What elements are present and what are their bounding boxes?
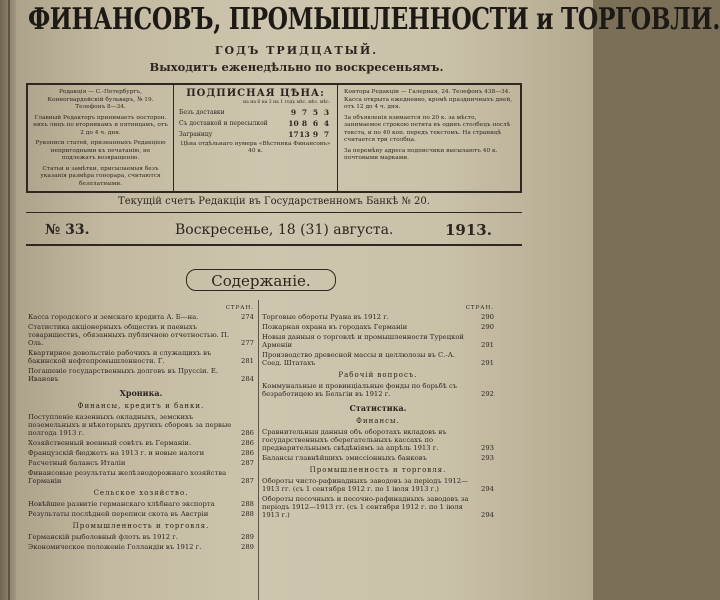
contents-entry bbox=[28, 439, 254, 447]
entry-title: Германскій рыболовный флотъ въ 1912 г. bbox=[28, 533, 178, 541]
entry-title: Обороты чисто-рафинадныхъ заводовъ за періодъ 1912—1913 гг. (съ 1 сентября 1912 г. по 1 іюля 1913 г.) bbox=[262, 477, 468, 493]
price-row bbox=[179, 118, 332, 129]
subsection-heading: Финансы. bbox=[356, 417, 400, 425]
contents-entry bbox=[28, 367, 254, 383]
contents-right-column bbox=[262, 305, 494, 521]
entry-page: 277 bbox=[241, 339, 254, 347]
subsection-heading: Сельское хозяйство. bbox=[93, 489, 189, 497]
office-info bbox=[338, 85, 520, 191]
entry-title: Новыя данныя о торговлѣ и промышленности Турецкой Арменіи bbox=[262, 333, 464, 349]
entry-title: Поступленіе казенныхъ окладныхъ, земскихъ поземельныхъ и нѣкоторыхъ другихъ сборовъ за первые полгода 1913 г. bbox=[28, 413, 232, 437]
entry-page: 288 bbox=[241, 500, 254, 508]
entry-title: Касса городского и земскаго кредита А. Б—на. bbox=[28, 313, 199, 321]
entry-title: Результаты послѣдней переписи скота въ Австріи bbox=[28, 510, 209, 518]
entry-title: Французскій бюджетъ на 1913 г. и новые налоги bbox=[28, 449, 205, 457]
entry-page: 289 bbox=[241, 543, 254, 551]
masthead-title: ФИНАНСОВЪ, ПРОМЫШЛЕННОСТИ и ТОРГОВЛИ. bbox=[28, 2, 720, 37]
issue-number: № 33. bbox=[45, 222, 90, 238]
price-value: 7 bbox=[323, 130, 330, 139]
price-value: 8 bbox=[301, 119, 308, 128]
column-divider bbox=[258, 300, 259, 600]
contents-entry bbox=[28, 349, 254, 365]
price-value: 6 bbox=[312, 119, 319, 128]
entry-page: 291 bbox=[481, 359, 494, 367]
entry-page: 284 bbox=[241, 375, 254, 383]
fee-policy: Статьи и замѣтки, присылаемыя безъ указанія размѣра гонорара, считаются безплатными. bbox=[40, 165, 161, 187]
contents-entry bbox=[28, 543, 254, 551]
price-row-label: Безъ доставки bbox=[179, 109, 225, 116]
entry-title: Погашеніе государственныхъ долговъ въ Пруссіи. Е. Ивановъ bbox=[28, 367, 219, 383]
section-heading: Статистика. bbox=[349, 403, 407, 413]
entry-page: 289 bbox=[241, 533, 254, 541]
page-column-label: СТРАН. bbox=[465, 305, 494, 311]
contents-entry bbox=[28, 313, 254, 321]
contents-entry bbox=[262, 495, 494, 519]
office-address: Контора Редакціи — Галерная, 24. Телефонъ 438—34. Касса открыта ежедневно, кромѣ праздничныхъ дней, отъ 12 до 4 ч. дня. bbox=[344, 89, 513, 110]
spine-line bbox=[8, 0, 10, 600]
contents-entry bbox=[262, 323, 494, 331]
subscription-prices bbox=[174, 85, 338, 191]
publication-schedule: Выходитъ еженедѣльно по воскресеньямъ. bbox=[149, 60, 444, 74]
entry-page: 294 bbox=[481, 511, 494, 519]
subscription-header: на на 6 на 3 на 1 годъ мѣс. мѣс. мѣс. bbox=[243, 100, 330, 105]
contents-entry bbox=[262, 351, 494, 367]
entry-page: 288 bbox=[241, 510, 254, 518]
info-box bbox=[26, 83, 522, 193]
single-issue-price: Цѣна отдѣльнаго нумера «Вѣстника Финансовъ» 40 к. bbox=[180, 141, 331, 154]
entry-page: 294 bbox=[481, 485, 494, 493]
entry-page: 292 bbox=[481, 390, 494, 398]
contents-entry bbox=[262, 454, 494, 462]
contents-entry bbox=[262, 333, 494, 349]
contents-entry bbox=[262, 428, 494, 452]
section-heading: Хроника. bbox=[119, 388, 163, 398]
page-column-label: СТРАН. bbox=[225, 305, 254, 311]
price-row-label: Заграницу bbox=[179, 131, 213, 138]
subsection-heading: Рабочій вопросъ. bbox=[338, 371, 418, 379]
contents-entry bbox=[28, 500, 254, 508]
editorial-info bbox=[28, 85, 174, 191]
entry-title: Пожарная охрана въ городахъ Германіи bbox=[262, 323, 408, 331]
editorial-address: Редакція — С.-Петербургъ, Конногвардейскій бульваръ, № 19. Телефонъ 8—34. bbox=[47, 89, 154, 110]
binding-spine bbox=[0, 0, 16, 600]
entry-title: Квартирное довольствіе рабочихъ и служащихъ въ бакинской нефтепромышленности. Г. bbox=[28, 349, 212, 365]
price-value: 9 bbox=[290, 108, 297, 117]
subsection-heading: Финансы, кредитъ и банки. bbox=[77, 402, 205, 410]
contents-entry bbox=[28, 413, 254, 437]
entry-title: Расчетный балансъ Италіи bbox=[28, 459, 126, 467]
contents-title: Содержаніе. bbox=[186, 269, 336, 291]
entry-page: 291 bbox=[481, 341, 494, 349]
contents-entry bbox=[28, 469, 254, 485]
price-value: 5 bbox=[312, 108, 319, 117]
subsection-heading: Промышленность и торговля. bbox=[309, 466, 447, 474]
entry-title: Коммунальные и провинціальные фонды по борьбѣ съ безработицею въ Бельгіи въ 1912 г. bbox=[262, 382, 458, 398]
entry-page: 287 bbox=[241, 477, 254, 485]
entry-title: Торговые обороты Руана въ 1912 г. bbox=[262, 313, 389, 321]
entry-title: Обороты песочныхъ и песочно-рафинадныхъ заводовъ за періодъ 1912—1913 гг. (съ 1 сентября 1912 г. по 1 іюля 1913 г.) bbox=[262, 495, 469, 519]
entry-page: 286 bbox=[241, 439, 254, 447]
manuscript-policy: Рукописи статей, признанныхъ Редакціею непригодными къ печатанію, не подлежатъ возвращенію. bbox=[35, 140, 166, 161]
divider bbox=[26, 212, 522, 213]
contents-entry bbox=[28, 459, 254, 467]
entry-page: 290 bbox=[481, 323, 494, 331]
price-row-label: Съ доставкой и пересылкой bbox=[179, 120, 268, 127]
entry-title: Экономическое положеніе Голландіи въ 1912 г. bbox=[28, 543, 202, 551]
price-value: 3 bbox=[323, 108, 330, 117]
advert-rates: За объявленія взимается по 20 к. за мѣсто, занимаемое строкою петита въ одинъ столбецъ послѣ текста, и по 40 коп. передъ текстомъ. На страницѣ считается три столбца. bbox=[344, 114, 511, 143]
entry-page: 293 bbox=[481, 444, 494, 452]
editor-hours: Главный Редакторъ принимаетъ посторон. нихъ лицъ по вторникамъ и пятницамъ, отъ 2 до 4 ч. дня. bbox=[33, 114, 168, 136]
entry-title: Новѣйшее развитіе германскаго хлѣбнаго экспорта bbox=[28, 500, 215, 508]
entry-title: Балансы главнѣйшихъ эмиссіонныхъ банковъ bbox=[262, 454, 427, 462]
price-value: 7 bbox=[301, 108, 308, 117]
price-value: 10 bbox=[288, 119, 299, 128]
contents-entry bbox=[28, 449, 254, 457]
year-line: ГОДЪ ТРИДЦАТЫЙ. bbox=[214, 44, 379, 57]
subscription-title: ПОДПИСНАЯ ЦѢНА: bbox=[186, 88, 325, 99]
entry-page: 281 bbox=[241, 357, 254, 365]
contents-entry bbox=[28, 323, 254, 347]
entry-title: Финансовые результаты желѣзнодорожнаго хозяйства Германіи bbox=[28, 469, 227, 485]
issue-year: 1913. bbox=[445, 221, 492, 239]
divider bbox=[26, 244, 522, 246]
entry-page: 290 bbox=[481, 313, 494, 321]
price-value: 13 bbox=[299, 130, 310, 139]
entry-title: Статистика акціонерныхъ обществъ и паевыхъ товариществъ, обязанныхъ публичною отчетностью. П. Оль. bbox=[28, 323, 230, 347]
contents-entry bbox=[262, 313, 494, 321]
price-value: 17 bbox=[288, 130, 299, 139]
entry-page: 286 bbox=[241, 429, 254, 437]
issue-date: Воскресенье, 18 (31) августа. bbox=[175, 222, 394, 238]
entry-page: 286 bbox=[241, 449, 254, 457]
contents-left-column bbox=[28, 305, 254, 553]
price-row bbox=[179, 129, 332, 140]
entry-page: 293 bbox=[481, 454, 494, 462]
bank-account: Текущій счетъ Редакціи въ Государственномъ Банкѣ № 20. bbox=[118, 196, 430, 207]
contents-entry bbox=[262, 477, 494, 493]
contents-entry bbox=[28, 510, 254, 518]
price-value: 9 bbox=[312, 130, 319, 139]
price-row bbox=[179, 107, 332, 118]
contents-entry bbox=[28, 533, 254, 541]
entry-page: 287 bbox=[241, 459, 254, 467]
entry-title: Сравнительныя данныя объ оборотахъ вкладовъ въ государственныхъ сберегательныхъ кассахъ по предварительнымъ свѣдѣніямъ за апрѣль 1913 г. bbox=[262, 428, 447, 452]
subsection-heading: Промышленность и торговля. bbox=[72, 522, 210, 530]
entry-title: Хозяйственный военный совѣтъ въ Германіи. bbox=[28, 439, 192, 447]
entry-title: Производство древесной массы и целлюлозы въ С.-А. Соед. Штатахъ bbox=[262, 351, 456, 367]
entry-page: 274 bbox=[241, 313, 254, 321]
price-value: 4 bbox=[323, 119, 330, 128]
contents-entry bbox=[262, 382, 494, 398]
address-change: За перемѣну адреса подписчики высылаютъ 40 к. почтовыми марками. bbox=[344, 147, 498, 161]
